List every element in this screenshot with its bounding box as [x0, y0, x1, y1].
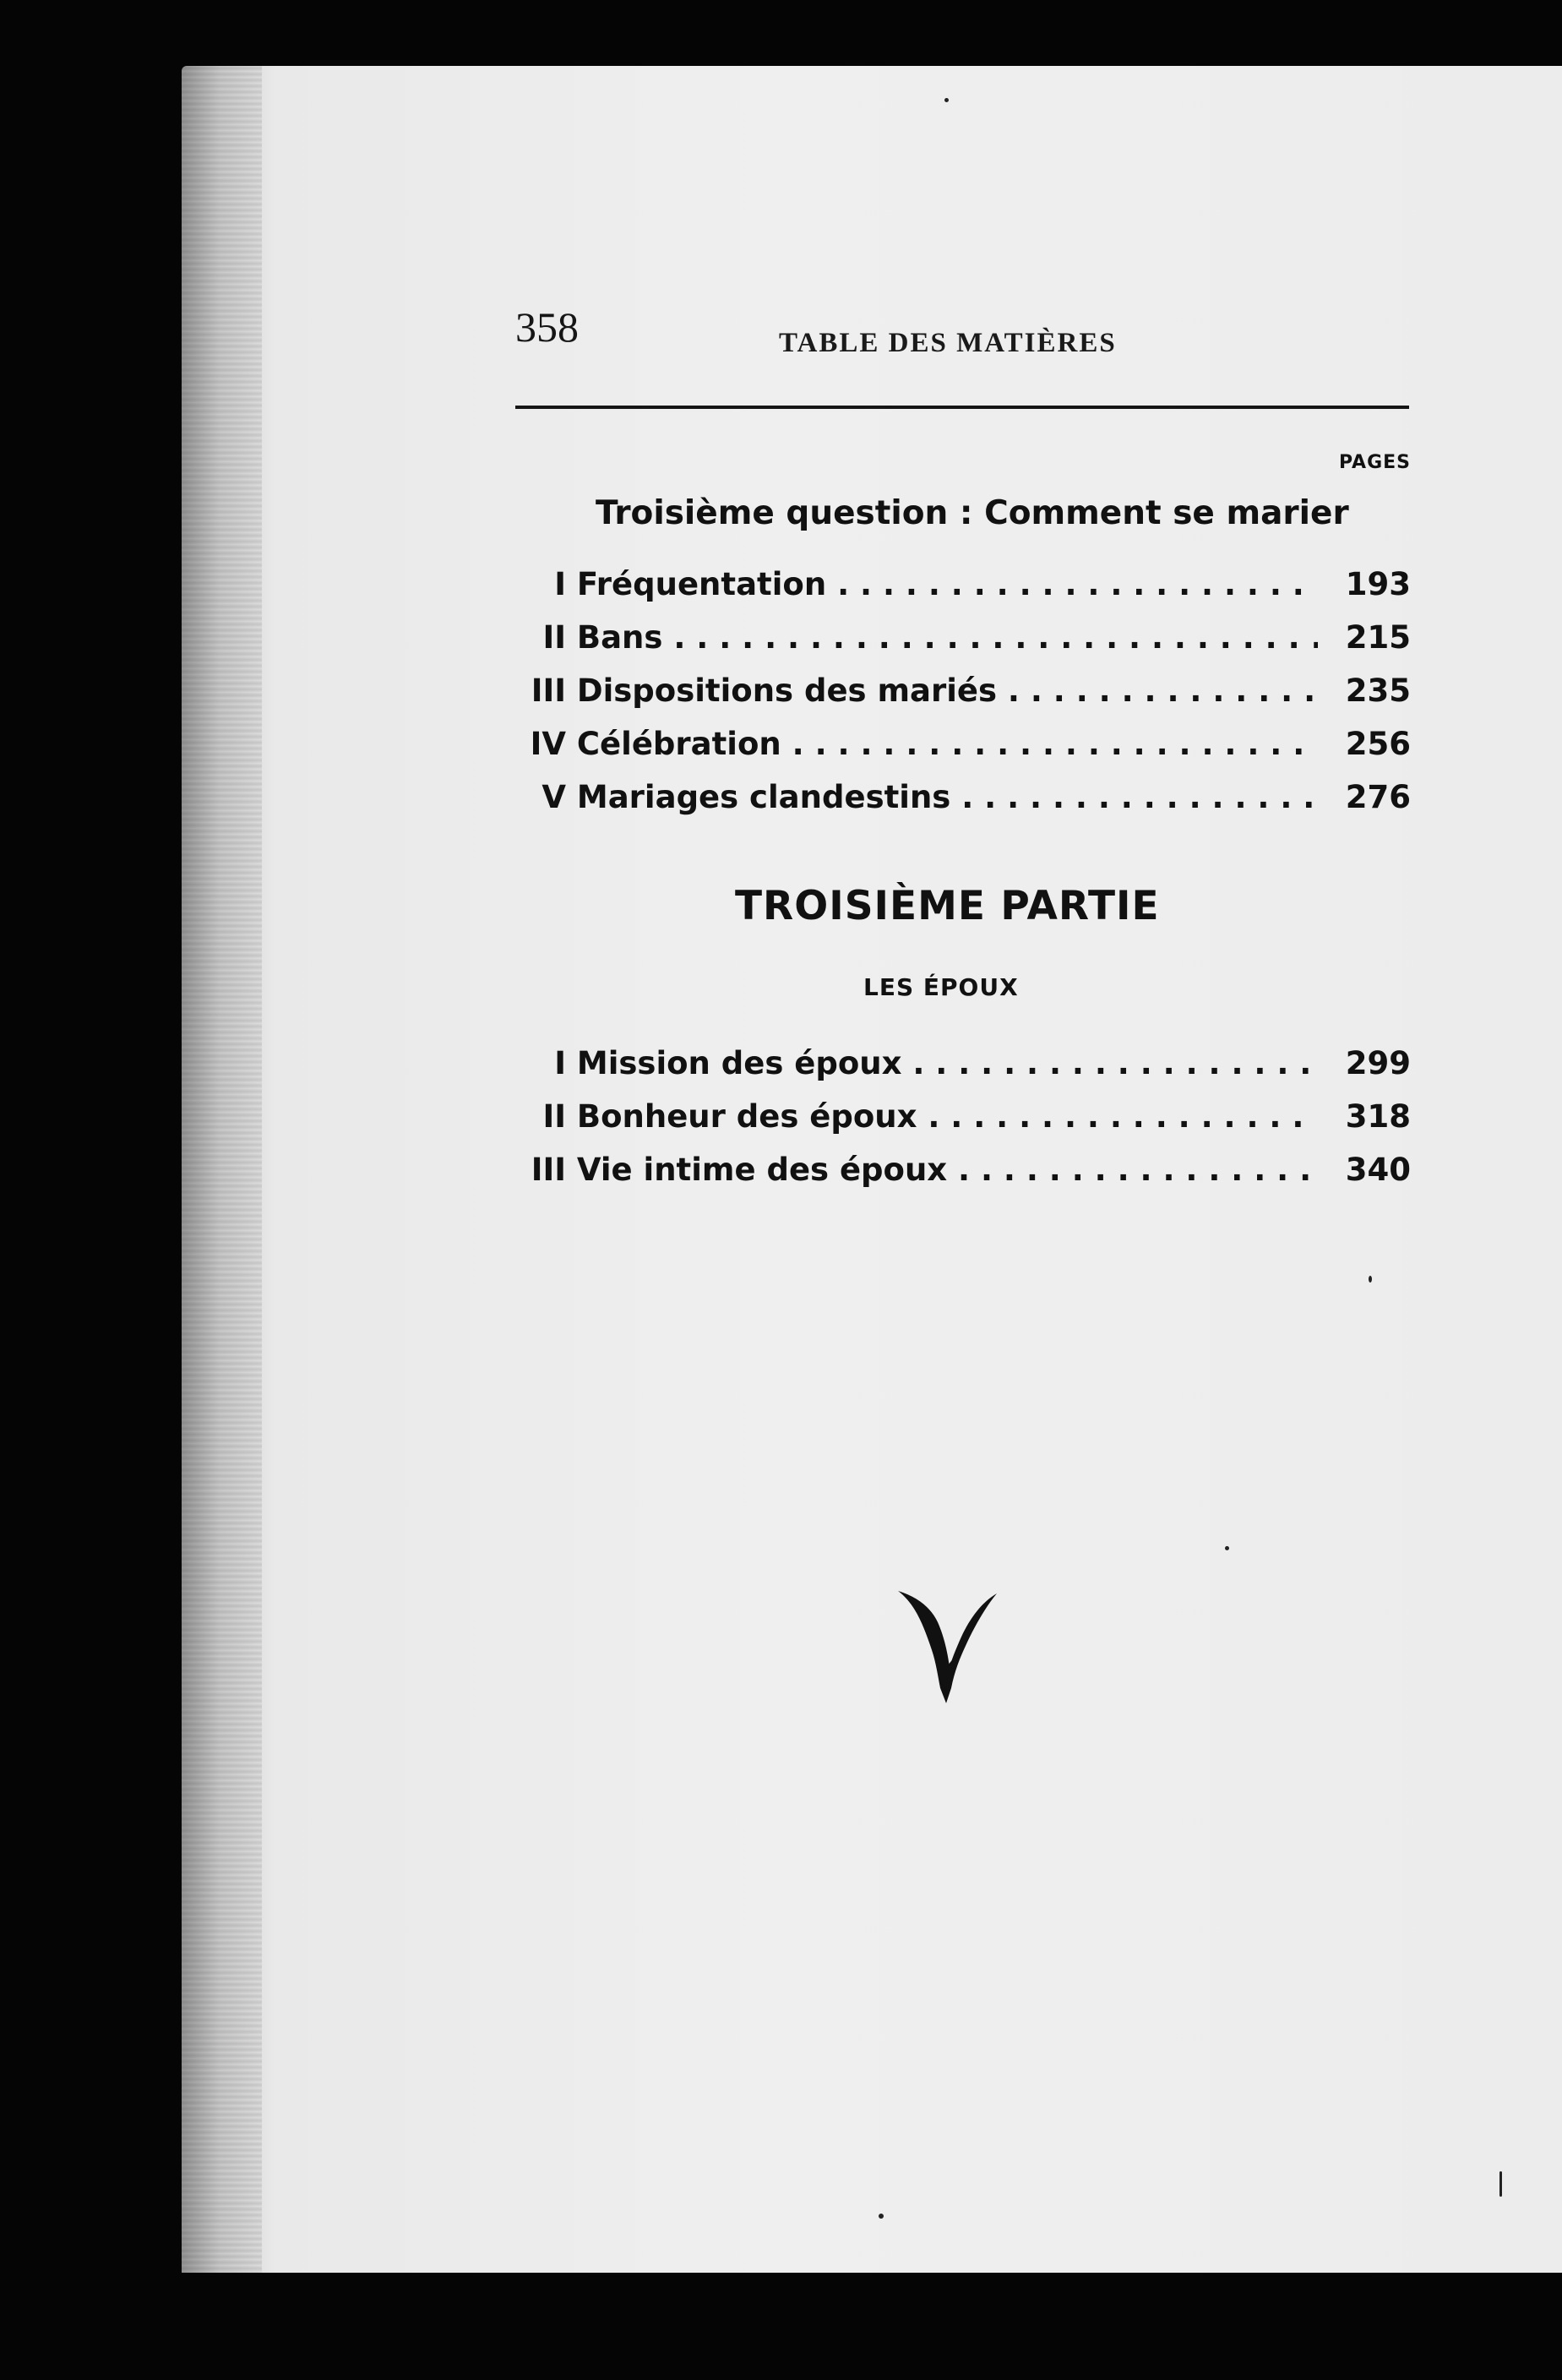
- page-number: 358: [515, 303, 579, 351]
- entry-page: 235: [1345, 673, 1411, 709]
- toc-entry: [507, 1090, 1411, 1143]
- toc-entry: [507, 664, 1411, 717]
- entry-title: Bans: [576, 619, 663, 656]
- part-subtitle: LES ÉPOUX: [863, 973, 1019, 1001]
- section-heading: Troisième question : Comment se marier: [596, 494, 1349, 532]
- entry-title: Dispositions des mariés: [576, 673, 998, 709]
- entry-numeral: I: [554, 566, 566, 602]
- entry-numeral: II: [542, 619, 566, 656]
- entry-page: 276: [1345, 779, 1411, 815]
- entry-page: 256: [1345, 726, 1411, 762]
- toc-entry: [507, 558, 1411, 611]
- running-head: [507, 279, 1411, 358]
- toc-entry: [507, 1037, 1411, 1090]
- fleuron-ornament-icon: [894, 1587, 999, 1705]
- entry-numeral: V: [542, 779, 566, 815]
- speck: [1369, 1276, 1372, 1283]
- toc-entry: [507, 1143, 1411, 1196]
- entry-title: Fréquentation: [576, 566, 827, 602]
- running-title: TABLE DES MATIÈRES: [779, 328, 1117, 358]
- speck: [879, 2214, 884, 2219]
- entry-page: 318: [1345, 1098, 1411, 1135]
- entry-numeral: II: [542, 1098, 566, 1135]
- entry-page: 193: [1345, 566, 1411, 602]
- entry-page: 215: [1345, 619, 1411, 656]
- section-entries: [507, 558, 1411, 824]
- entry-numeral: IV: [530, 726, 566, 762]
- entry-numeral: III: [531, 1152, 566, 1188]
- pages-column-label: PAGES: [1338, 452, 1411, 473]
- entry-page: 299: [1345, 1045, 1411, 1081]
- header-rule: [515, 406, 1409, 409]
- entry-title: Mission des époux: [576, 1045, 902, 1081]
- entry-numeral: I: [554, 1045, 566, 1081]
- toc-entry: [507, 611, 1411, 664]
- toc-entry: [507, 771, 1411, 824]
- entry-numeral: III: [531, 673, 566, 709]
- entry-title: Vie intime des époux: [576, 1152, 948, 1188]
- toc-entry: [507, 717, 1411, 771]
- entry-title: Mariages clandestins: [576, 779, 951, 815]
- entry-page: 340: [1345, 1152, 1411, 1188]
- toc-content: [507, 279, 1411, 1188]
- speck: [944, 98, 949, 102]
- speck: [1499, 2171, 1502, 2197]
- speck: [1225, 1546, 1229, 1550]
- entry-title: Célébration: [576, 726, 781, 762]
- part-entries: [507, 1037, 1411, 1196]
- entry-title: Bonheur des époux: [576, 1098, 917, 1135]
- part-title: TROISIÈME PARTIE: [735, 883, 1160, 929]
